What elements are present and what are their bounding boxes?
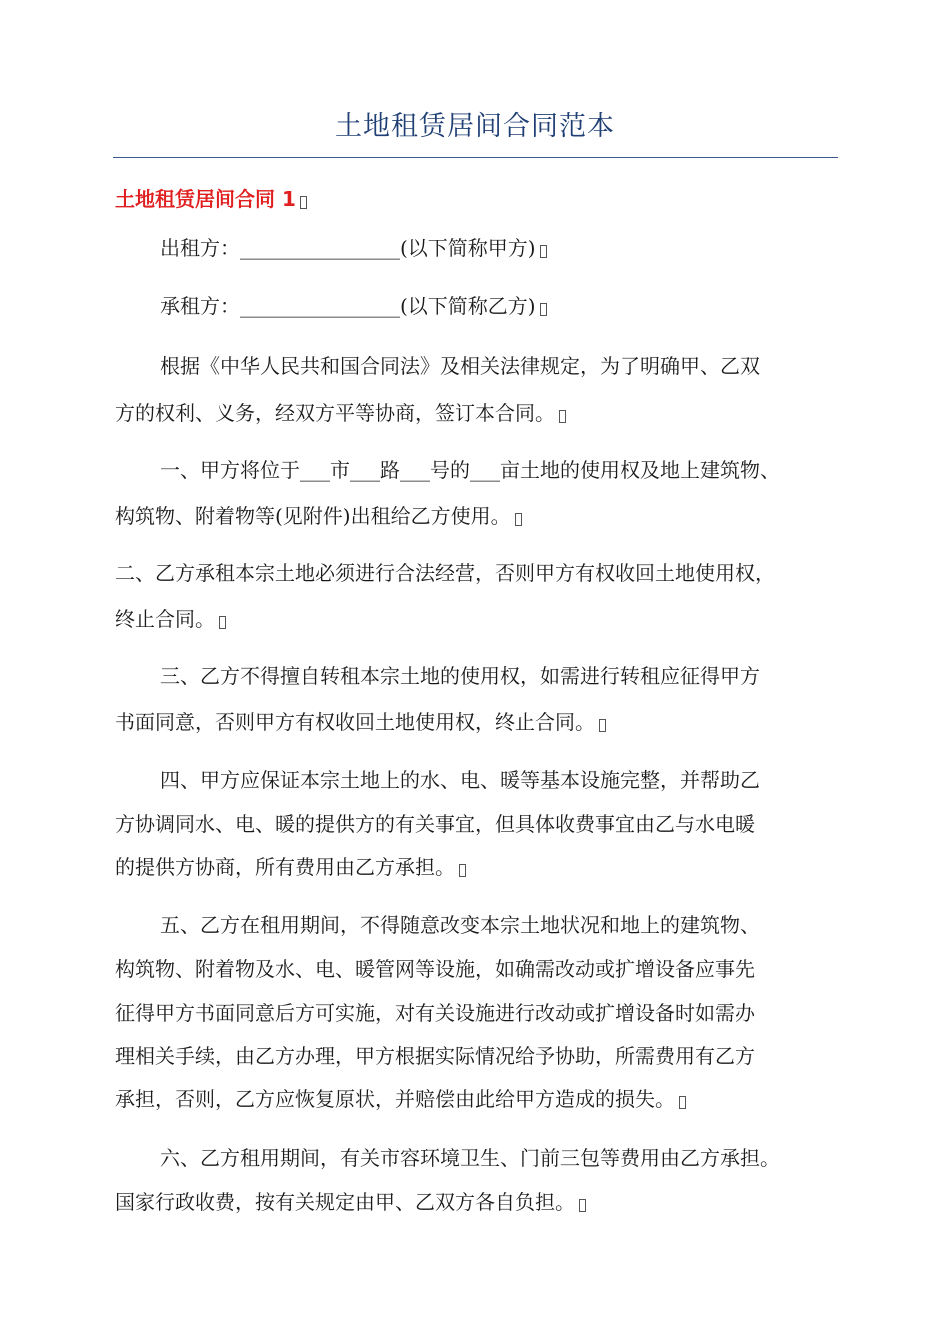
paragraph-mark-icon bbox=[459, 864, 466, 877]
clause3-line-1: 三、乙方不得擅自转租本宗土地的使用权，如需进行转租应征得甲方 bbox=[160, 664, 760, 688]
clause5-line-2: 构筑物、附着物及水、电、暖管网等设施，如确需改动或扩增设备应事先 bbox=[115, 957, 755, 981]
clause5-line-4: 理相关手续，由乙方办理，甲方根据实际情况给予协助，所需费用有乙方 bbox=[115, 1044, 755, 1068]
section-heading-text: 土地租赁居间合同 1 bbox=[115, 187, 296, 211]
clause1-line-2 bbox=[115, 500, 522, 529]
section-heading bbox=[115, 183, 307, 212]
clause4-line-1: 四、甲方应保证本宗土地上的水、电、暖等基本设施完整，并帮助乙 bbox=[160, 768, 760, 792]
paragraph-mark-icon bbox=[540, 245, 547, 258]
paragraph-mark-icon bbox=[559, 410, 566, 423]
preamble-line-2 bbox=[115, 397, 566, 426]
clause1-line-2-text: 构筑物、附着物等(见附件)出租给乙方使用。 bbox=[115, 504, 511, 528]
clause6-line-1: 六、乙方租用期间，有关市容环境卫生、门前三包等费用由乙方承担。 bbox=[160, 1146, 780, 1170]
clause6-line-2-text: 国家行政收费，按有关规定由甲、乙双方各自负担。 bbox=[115, 1190, 575, 1214]
title-divider bbox=[113, 157, 838, 158]
preamble-line-1: 根据《中华人民共和国合同法》及相关法律规定，为了明确甲、乙双 bbox=[160, 354, 760, 378]
clause5-line-5 bbox=[115, 1083, 686, 1112]
clause3-line-2 bbox=[115, 706, 606, 735]
clause4-line-2: 方协调同水、电、暖的提供方的有关事宜，但具体收费事宜由乙与水电暖 bbox=[115, 812, 755, 836]
lessee-line bbox=[160, 290, 547, 319]
paragraph-mark-icon bbox=[515, 513, 522, 526]
clause5-line-5-text: 承担，否则，乙方应恢复原状，并赔偿由此给甲方造成的损失。 bbox=[115, 1087, 675, 1111]
clause2-line-1: 二、乙方承租本宗土地必须进行合法经营，否则甲方有权收回土地使用权， bbox=[115, 561, 775, 585]
clause3-line-2-text: 书面同意，否则甲方有权收回土地使用权，终止合同。 bbox=[115, 710, 595, 734]
clause2-line-2 bbox=[115, 603, 226, 632]
clause2-line-2-text: 终止合同。 bbox=[115, 607, 215, 631]
clause5-line-1: 五、乙方在租用期间，不得随意改变本宗土地状况和地上的建筑物、 bbox=[160, 913, 760, 937]
clause6-line-2 bbox=[115, 1186, 586, 1215]
paragraph-mark-icon bbox=[599, 719, 606, 732]
clause1-line-1: 一、甲方将位于___市___路___号的___亩土地的使用权及地上建筑物、 bbox=[160, 458, 780, 482]
paragraph-mark-icon bbox=[219, 616, 226, 629]
clause5-line-3: 征得甲方书面同意后方可实施，对有关设施进行改动或扩增设备时如需办 bbox=[115, 1001, 755, 1025]
lessee-line-text: 承租方：________________(以下简称乙方) bbox=[160, 294, 536, 318]
clause4-line-3 bbox=[115, 851, 466, 880]
preamble-line-2-text: 方的权利、义务，经双方平等协商，签订本合同。 bbox=[115, 401, 555, 425]
document-title: 土地租赁居间合同范本 bbox=[335, 111, 615, 142]
paragraph-mark-icon bbox=[579, 1199, 586, 1212]
paragraph-mark-icon bbox=[540, 303, 547, 316]
clause4-line-3-text: 的提供方协商，所有费用由乙方承担。 bbox=[115, 855, 455, 879]
paragraph-mark-icon bbox=[300, 196, 307, 209]
paragraph-mark-icon bbox=[679, 1096, 686, 1109]
lessor-line-text: 出租方：________________(以下简称甲方) bbox=[160, 236, 536, 260]
lessor-line bbox=[160, 232, 547, 261]
